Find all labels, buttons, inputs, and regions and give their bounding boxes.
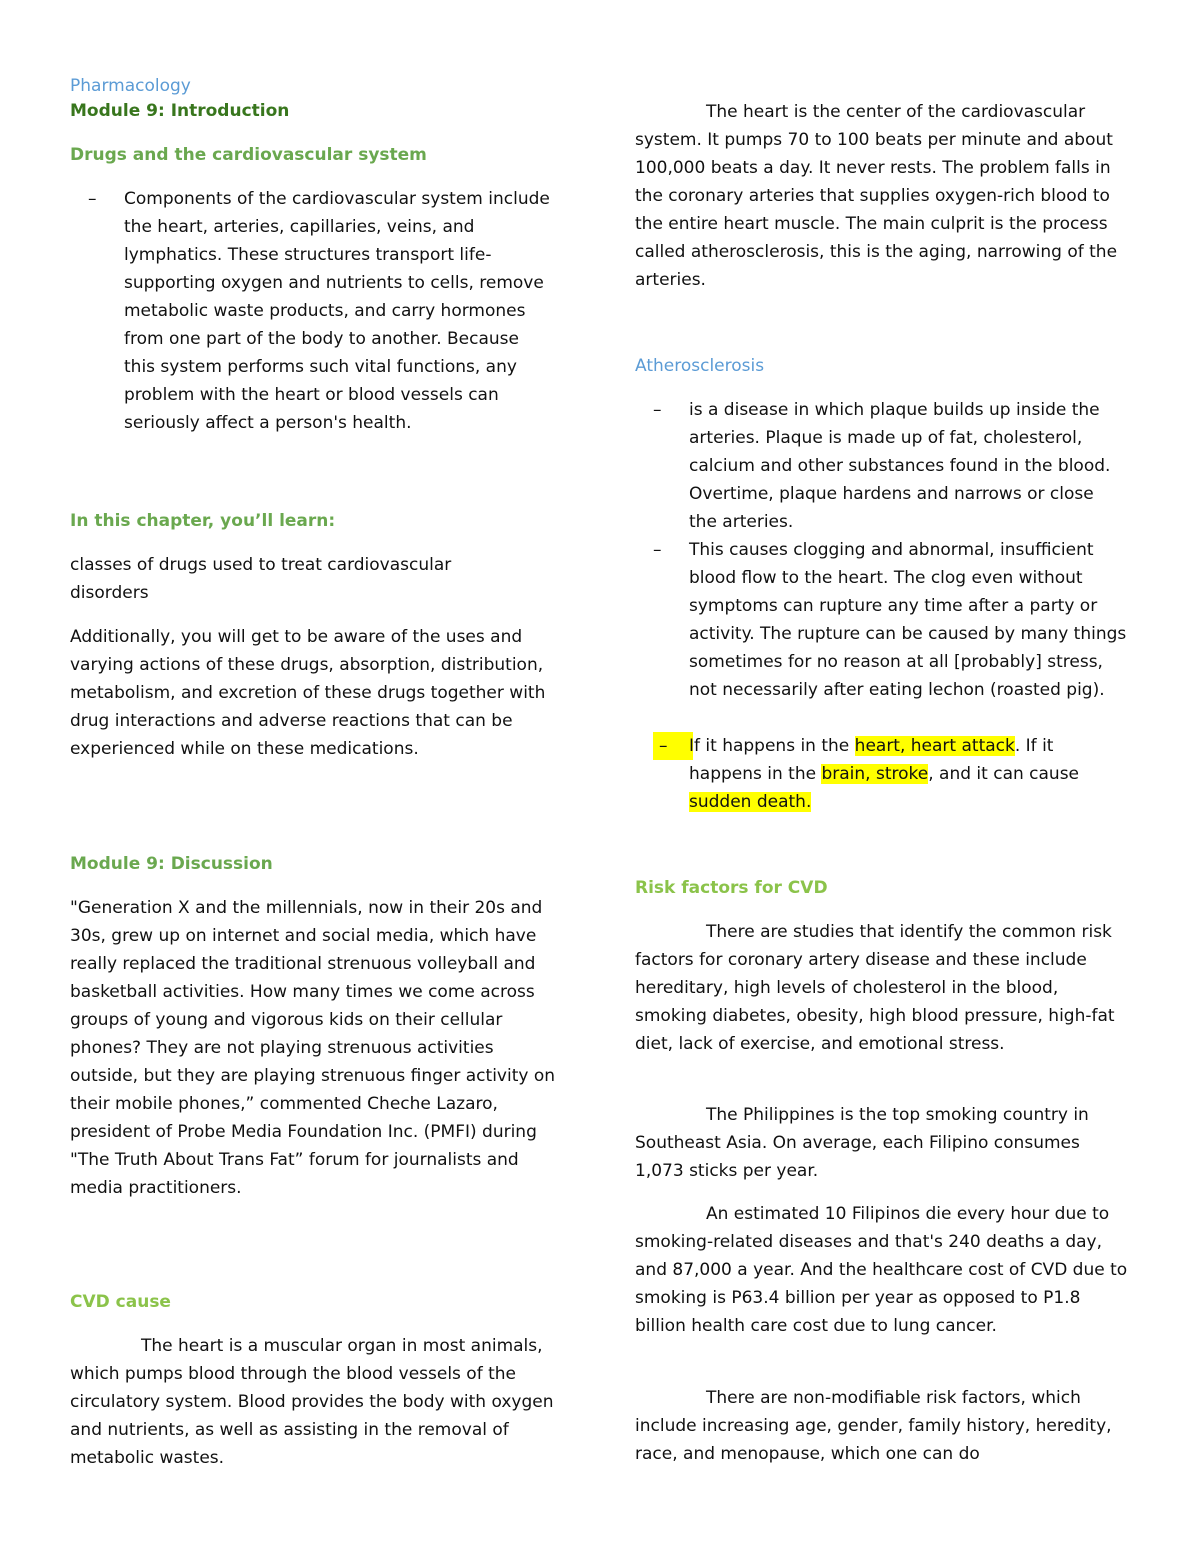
course-title: Pharmacology (70, 76, 191, 96)
risk-factors-heading: Risk factors for CVD (635, 878, 828, 898)
bullet-components (70, 185, 565, 465)
bullet-text: This causes clogging and abnormal, insufficient blood flow to the heart. The clog even without symptoms can rupture any time after a party or activity. The rupture can be caused by many things sometimes for no reason at all [probably] stress, not necessarily after eating lechon (roasted pig). (689, 540, 1127, 700)
highlight-stroke: brain, stroke (821, 764, 929, 784)
bullet-dash: – (653, 400, 662, 420)
bullet-text: is a disease in which plaque builds up inside the arteries. Plaque is made up of fat, cholesterol, calcium and other substances found in the blood. Overtime, plaque hardens and narrows or close the arteries. (689, 400, 1111, 532)
risk-paragraph-3: An estimated 10 Filipinos die every hour due to smoking-related diseases and that's 240 deaths a day, and 87,000 a year. And the healthcare cost of CVD due to smoking is P63.4 billion per year as opposed to P1.8 billion health care cost due to lung cancer. (635, 1204, 1128, 1336)
learn-heading: In this chapter, you’ll learn: (70, 511, 336, 531)
module-title: Module 9: Introduction (70, 101, 290, 121)
bullet-athero-3 (635, 732, 1130, 816)
cvd-cause-heading: CVD cause (70, 1292, 171, 1312)
bullet-athero-2 (635, 536, 1130, 732)
atherosclerosis-heading: Atherosclerosis (635, 356, 765, 376)
bullet-athero-1 (635, 396, 1130, 536)
text: If it happens in the (689, 736, 855, 756)
discussion-paragraph: "Generation X and the millennials, now in their 20s and 30s, grew up on internet and social media, which have really replaced the traditional strenuous volleyball and basketball activities. How many times we come across groups of young and vigorous kids on their cellular phones? They are not playing strenuous activities outside, but they are playing strenuous finger activity on their mobile phones,” commented Cheche Lazaro, president of Probe Media Foundation Inc. (PMFI) during "The Truth About Trans Fat” forum for journalists and media practitioners. (70, 898, 556, 1198)
risk-paragraph-1: There are studies that identify the common risk factors for coronary artery disease and these include hereditary, high levels of cholesterol in the blood, smoking diabetes, obesity, high blood pressure, high-fat diet, lack of exercise, and emotional stress. (635, 922, 1115, 1054)
learn-paragraph-1: classes of drugs used to treat cardiovascular disorders (70, 555, 452, 603)
bullet-dash: – (653, 732, 693, 760)
text: . If it happens in the (689, 736, 1054, 784)
bullet-text: Components of the cardiovascular system include the heart, arteries, capillaries, veins, and lymphatics. These structures transport life-supporting oxygen and nutrients to cells, remove metabolic waste products, and carry hormones from one part of the body to another. Because this system performs such vital functions, any problem with the heart or blood vessels can seriously affect a person's health. (124, 189, 550, 433)
risk-paragraph-2: The Philippines is the top smoking country in Southeast Asia. On average, each Filipino consumes 1,073 sticks per year. (635, 1105, 1089, 1181)
highlight-heart-attack: heart, heart attack (854, 736, 1015, 756)
discussion-heading: Module 9: Discussion (70, 854, 273, 874)
highlight-sudden-death: sudden death. (689, 792, 812, 812)
bullet-text (689, 732, 1124, 816)
risk-paragraph-4: There are non-modifiable risk factors, which include increasing age, gender, family history, heredity, race, and menopause, which one can do (635, 1388, 1112, 1464)
heart-paragraph: The heart is the center of the cardiovascular system. It pumps 70 to 100 beats per minute and about 100,000 beats a day. It never rests. The problem falls in the coronary arteries that supplies oxygen-rich blood to the entire heart muscle. The main culprit is the process called atherosclerosis, this is the aging, narrowing of the arteries. (635, 102, 1118, 290)
bullet-dash: – (653, 540, 662, 560)
learn-paragraph-2: Additionally, you will get to be aware of the uses and varying actions of these drugs, absorption, distribution, metabolism, and excretion of these drugs together with drug interactions and adverse reactions that can be experienced while on these medications. (70, 627, 546, 759)
cvd-cause-paragraph: The heart is a muscular organ in most animals, which pumps blood through the blood vessels of the circulatory system. Blood provides the body with oxygen and nutrients, as well as assisting in the removal of metabolic wastes. (70, 1336, 554, 1468)
bullet-dash: – (88, 189, 97, 209)
section-heading-drugs: Drugs and the cardiovascular system (70, 145, 427, 165)
text: , and it can cause (928, 764, 1080, 784)
